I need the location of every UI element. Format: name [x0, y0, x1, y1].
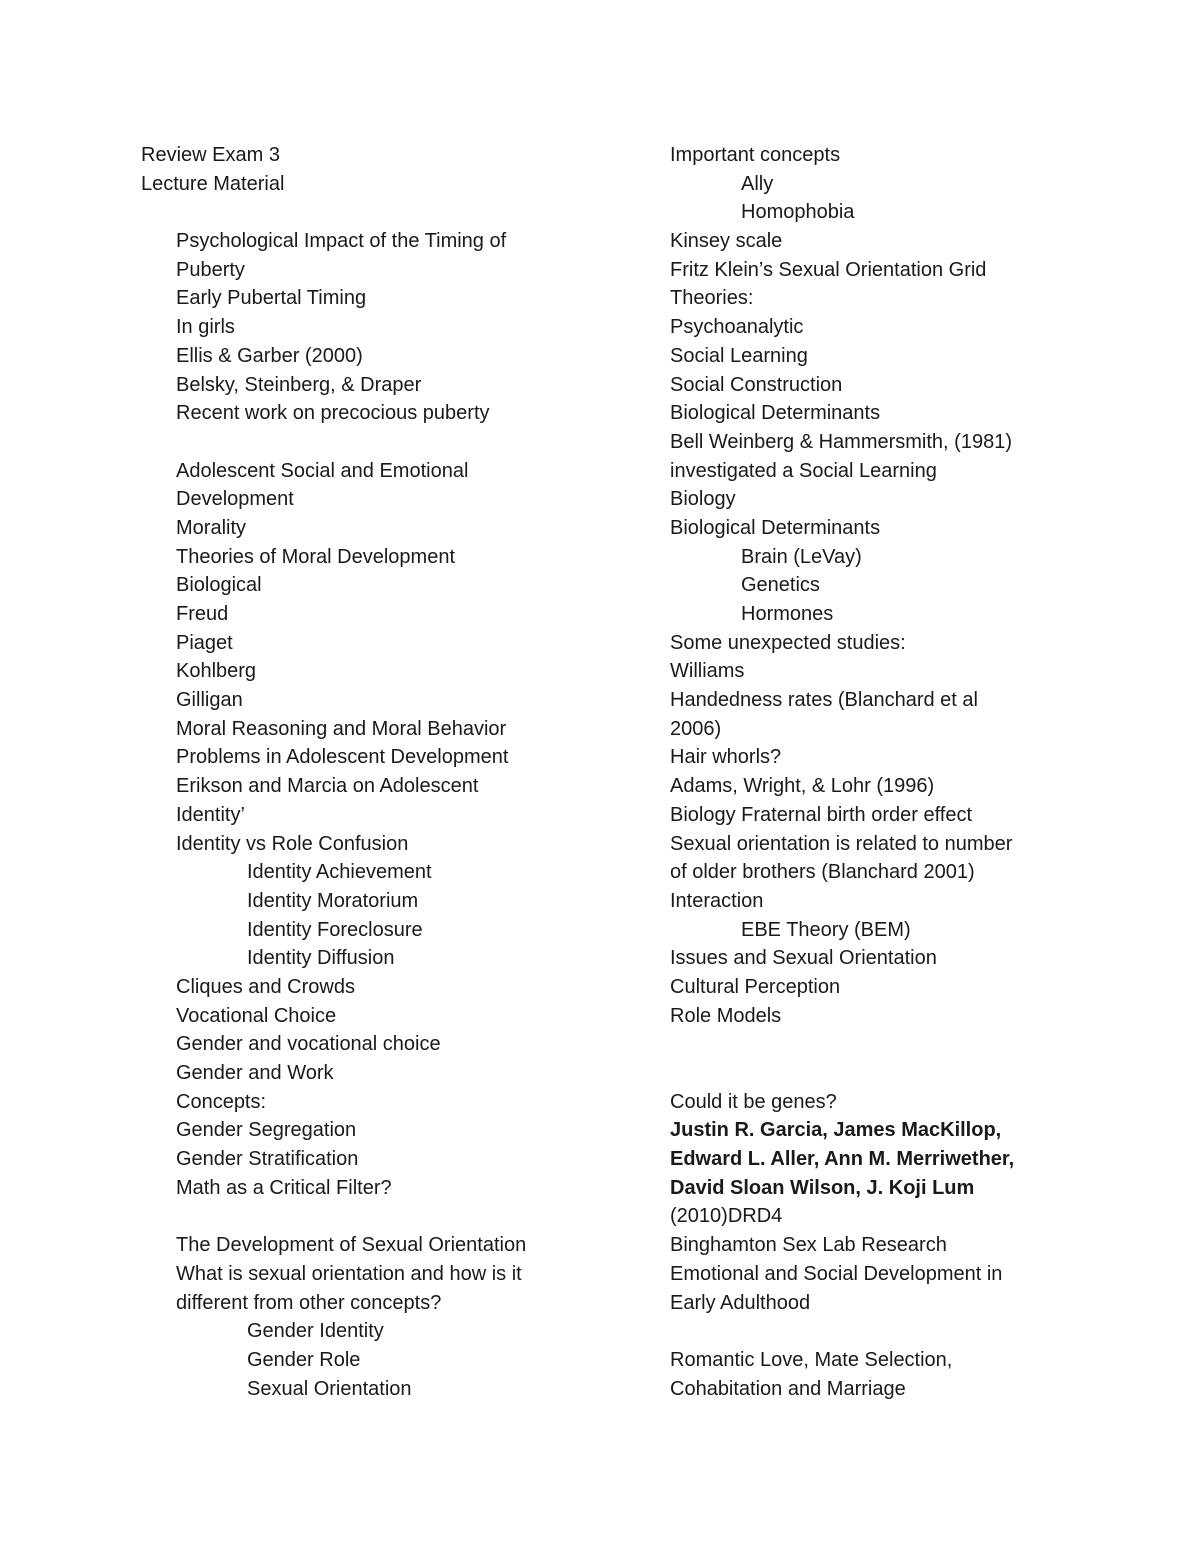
topic-line: Role Models — [670, 1004, 782, 1027]
subtopic-line: Brain (LeVay) — [741, 545, 862, 568]
topic-line: Development — [176, 488, 294, 511]
topic-line: Cultural Perception — [670, 975, 841, 998]
topic-line: Sexual orientation is related to number — [670, 832, 1013, 855]
subtopic-line: Identity Foreclosure — [247, 918, 423, 941]
right-column — [670, 141, 1090, 1403]
spacer — [670, 1317, 1090, 1346]
spacer — [670, 1030, 1090, 1059]
topic-line: Hair whorls? — [670, 746, 782, 769]
topic-line: Williams — [670, 660, 745, 683]
topic-line: Biology — [670, 488, 736, 511]
topic-line: Some unexpected studies: — [670, 631, 906, 654]
spacer — [141, 1202, 601, 1231]
spacer — [141, 198, 601, 227]
subtopic-line: Sexual Orientation — [247, 1377, 412, 1400]
topic-line: Cohabitation and Marriage — [670, 1377, 906, 1400]
topic-line: Gilligan — [176, 689, 243, 712]
subtopic-line: Gender Role — [247, 1348, 361, 1371]
topic-line: Biological — [176, 574, 262, 597]
topic-line: Gender Segregation — [176, 1119, 357, 1142]
topic-line: 2006) — [670, 717, 722, 740]
subtopic-line: Hormones — [741, 603, 834, 625]
topic-line: Emotional and Social Development in — [670, 1262, 1003, 1285]
topic-line: Concepts: — [176, 1090, 267, 1113]
topic-line: Freud — [176, 603, 229, 625]
topic-line: Issues and Sexual Orientation — [670, 947, 937, 970]
topic-line: Ellis & Garber (2000) — [176, 344, 363, 367]
topic-line: Romantic Love, Mate Selection, — [670, 1348, 953, 1371]
topic-line: Early Pubertal Timing — [176, 287, 367, 310]
topic-line: Theories: — [670, 287, 754, 310]
topic-line: Belsky, Steinberg, & Draper — [176, 373, 422, 396]
subtopic-line: Identity Moratorium — [247, 889, 419, 912]
topic-line: Erikson and Marcia on Adolescent — [176, 775, 479, 798]
author-line: Justin R. Garcia, James MacKillop, — [670, 1119, 1002, 1142]
topic-line: Piaget — [176, 631, 233, 654]
topic-line: What is sexual orientation and how is it — [176, 1262, 522, 1285]
topic-line: Puberty — [176, 258, 245, 281]
topic-line: Binghamton Sex Lab Research — [670, 1234, 947, 1257]
subtopic-line: Homophobia — [741, 201, 855, 224]
topic-line: Recent work on precocious puberty — [176, 402, 490, 425]
topic-line: Cliques and Crowds — [176, 975, 355, 998]
topic-line: Theories of Moral Development — [176, 545, 456, 568]
spacer — [141, 428, 601, 457]
topic-line: Fritz Klein’s Sexual Orientation Grid — [670, 258, 987, 281]
topic-line: Kohlberg — [176, 660, 257, 683]
left-column — [141, 141, 601, 1403]
topic-line: In girls — [176, 316, 235, 339]
subtopic-line: Ally — [741, 172, 774, 195]
spacer — [670, 1059, 1090, 1088]
author-line: David Sloan Wilson, J. Koji Lum — [670, 1176, 975, 1199]
document-title: Review Exam 3 — [141, 144, 280, 166]
topic-line: Interaction — [670, 889, 764, 912]
topic-line: Social Learning — [670, 344, 808, 367]
topic-line: Identity vs Role Confusion — [176, 832, 409, 855]
subtopic-line: Genetics — [741, 574, 820, 597]
topic-line: Psychoanalytic — [670, 316, 804, 339]
topic-line: Kinsey scale — [670, 230, 783, 253]
topic-line: Adolescent Social and Emotional — [176, 459, 469, 482]
subtopic-line: Gender Identity — [247, 1320, 384, 1343]
topic-line: Important concepts — [670, 144, 841, 166]
subtopic-line: Identity Diffusion — [247, 947, 395, 970]
topic-line: Bell Weinberg & Hammersmith, (1981) — [670, 430, 1012, 453]
topic-line: Math as a Critical Filter? — [176, 1176, 392, 1199]
topic-line: Psychological Impact of the Timing of — [176, 230, 507, 253]
topic-line: Identity’ — [176, 803, 245, 826]
topic-line: Adams, Wright, & Lohr (1996) — [670, 775, 935, 798]
topic-line: Early Adulthood — [670, 1291, 811, 1314]
document-subtitle: Lecture Material — [141, 172, 285, 195]
topic-line: Vocational Choice — [176, 1004, 337, 1027]
topic-line: The Development of Sexual Orientation — [176, 1234, 527, 1257]
topic-line: Gender and Work — [176, 1062, 334, 1084]
subtopic-line: EBE Theory (BEM) — [741, 918, 911, 941]
topic-line: investigated a Social Learning — [670, 459, 937, 482]
topic-line: (2010)DRD4 — [670, 1205, 783, 1228]
topic-line: Social Construction — [670, 373, 843, 396]
topic-line: Handedness rates (Blanchard et al — [670, 689, 978, 712]
author-line: Edward L. Aller, Ann M. Merriwether, — [670, 1148, 1015, 1171]
topic-line: Could it be genes? — [670, 1090, 837, 1113]
topic-line: Biological Determinants — [670, 516, 881, 539]
topic-line: Biology Fraternal birth order effect — [670, 803, 973, 826]
topic-line: Morality — [176, 516, 247, 539]
topic-line: Gender Stratification — [176, 1148, 359, 1171]
topic-line: Problems in Adolescent Development — [176, 746, 509, 769]
topic-line: Moral Reasoning and Moral Behavior — [176, 717, 507, 740]
topic-line: Biological Determinants — [670, 402, 881, 425]
topic-line: of older brothers (Blanchard 2001) — [670, 861, 975, 884]
subtopic-line: Identity Achievement — [247, 861, 432, 884]
topic-line: different from other concepts? — [176, 1291, 442, 1314]
topic-line: Gender and vocational choice — [176, 1033, 441, 1056]
